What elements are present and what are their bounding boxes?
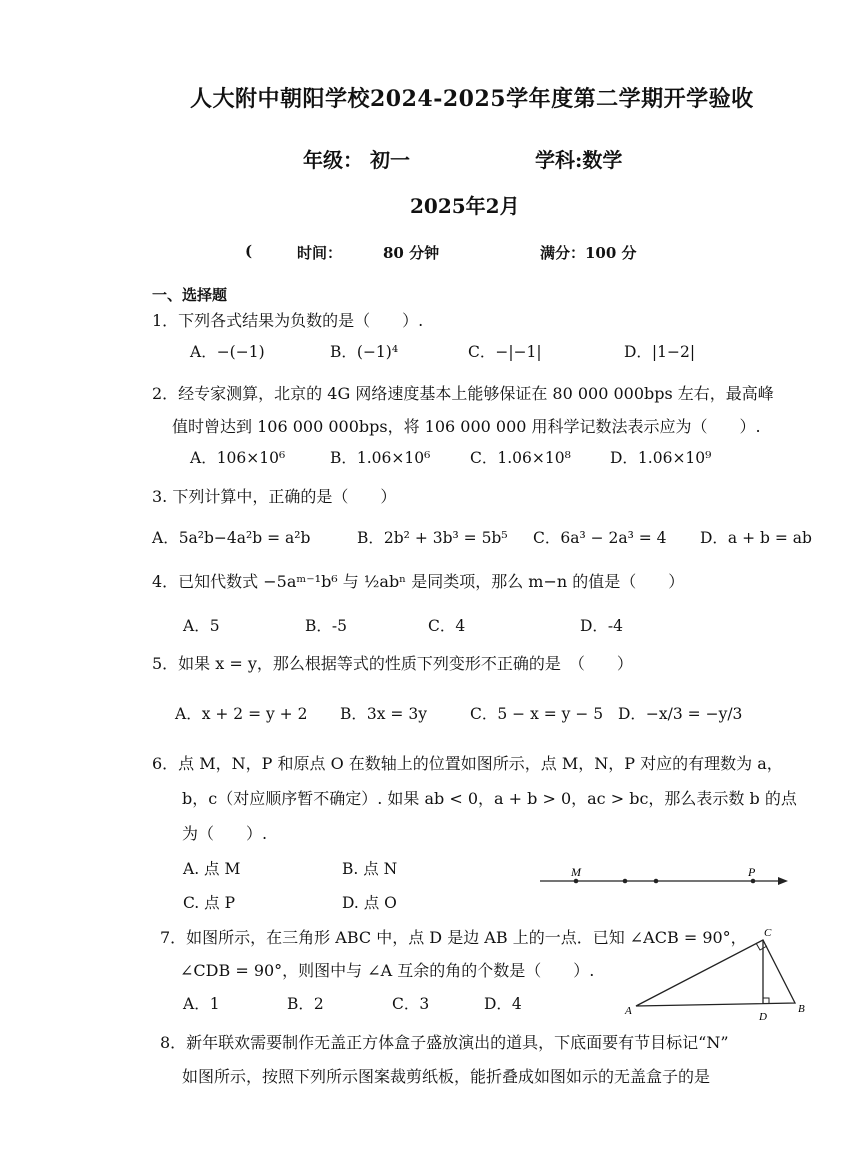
q2-option-b: B．1.06×10⁶ [330,449,431,467]
point-m [574,879,579,884]
q5-option-c: C．5 − x = y − 5 [470,705,604,723]
question-7-line-1: 7．如图所示，在三角形 ABC 中，点 D 是边 AB 上的一点．已知 ∠ACB = 90°， [160,928,747,947]
q4-option-a: A．5 [183,617,220,635]
point-m-label: M [571,865,581,879]
q7-option-c: C．3 [392,995,430,1013]
q5-option-b: B．3x = 3y [340,705,427,723]
point-d-label: D [759,1011,767,1023]
question-4: 4．已知代数式 −5aᵐ⁻¹b⁶ 与 ½abⁿ 是同类项，那么 m−n 的值是（ ） [152,572,685,591]
question-6-line-3: 为（ ）. [182,824,268,843]
vertex-a-label: A [625,1005,632,1017]
q2-option-d: D．1.06×10⁹ [610,449,712,467]
q3-option-d: D．a + b = ab [700,529,812,547]
grade-label: 年级： 初一 [303,148,410,172]
question-6-line-1: 6．点 M，N，P 和原点 O 在数轴上的位置如图所示，点 M，N，P 对应的有理数为 a， [152,754,783,773]
q5-option-a: A．x + 2 = y + 2 [175,705,308,723]
paren-mark: ( [245,242,253,260]
number-line-arrow [778,877,788,885]
question-6-line-2: b，c（对应顺序暂不确定）. 如果 ab < 0，a + b > 0，ac > bc，那么表示数 b 的点 [182,789,797,808]
point-unlabeled-2 [654,879,659,884]
q4-option-d: D．-4 [580,617,624,635]
q2-option-a: A．106×10⁶ [190,449,286,467]
question-8-line-1: 8．新年联欢需要制作无盖正方体盒子盛放演出的道具，下底面要有节目标记“N” [160,1033,729,1052]
q6-option-b: B. 点 N [342,860,398,878]
question-3: 3. 下列计算中，正确的是（ ） [152,487,397,506]
question-2-line-1: 2．经专家测算，北京的 4G 网络速度基本上能够保证在 80 000 000bps 左右，最高峰 [152,384,774,403]
subject-label: 学科:数学 [535,148,623,172]
q1-option-b: B．(−1)⁴ [330,343,399,361]
question-8-line-2: 如图所示，按照下列所示图案裁剪纸板，能折叠成如图如示的无盖盒子的是 [182,1067,711,1086]
q3-option-b: B．2b² + 3b³ = 5b⁵ [357,529,508,547]
q1-option-c: C．−|−1| [468,343,542,361]
q5-option-d: D．−x/3 = −y/3 [618,705,743,723]
q1-option-d: D．|1−2| [624,343,696,361]
vertex-c-label: C [764,927,772,939]
time-value: 80 分钟 [383,244,440,262]
q7-option-b: B．2 [287,995,324,1013]
q7-option-d: D．4 [484,995,522,1013]
q1-option-a: A．−(−1) [190,343,265,361]
q4-option-b: B．-5 [305,617,347,635]
exam-title: 人大附中朝阳学校2024-2025学年度第二学期开学验收 [190,86,754,112]
question-1: 1．下列各式结果为负数的是（ ）. [152,311,424,330]
triangle-figure [620,922,815,1022]
q2-option-c: C．1.06×10⁸ [470,449,571,467]
question-7-line-2: ∠CDB = 90°，则图中与 ∠A 互余的角的个数是（ ）. [180,961,595,980]
q3-option-a: A．5a²b−4a²b = a²b [152,529,311,547]
score-label: 满分：100 分 [540,244,637,262]
point-p [751,879,756,884]
q7-option-a: A．1 [183,995,220,1013]
triangle-abc [636,940,795,1006]
number-line-figure [540,865,790,892]
point-p-label: P [748,865,756,879]
section-title: 一、选择题 [152,286,228,304]
q6-option-a: A. 点 M [183,860,241,878]
point-unlabeled-1 [623,879,628,884]
q4-option-c: C．4 [428,617,466,635]
q3-option-c: C．6a³ − 2a³ = 4 [533,529,667,547]
question-5: 5．如果 x = y，那么根据等式的性质下列变形不正确的是 （ ） [152,654,633,673]
exam-date: 2025年2月 [410,194,520,218]
question-2-line-2: 值时曾达到 106 000 000bps，将 106 000 000 用科学记数法表示应为（ ）. [172,417,761,436]
q6-option-d: D. 点 O [342,894,397,912]
q6-option-c: C. 点 P [183,894,236,912]
vertex-b-label: B [798,1003,805,1015]
time-label: 时间： [297,244,343,262]
